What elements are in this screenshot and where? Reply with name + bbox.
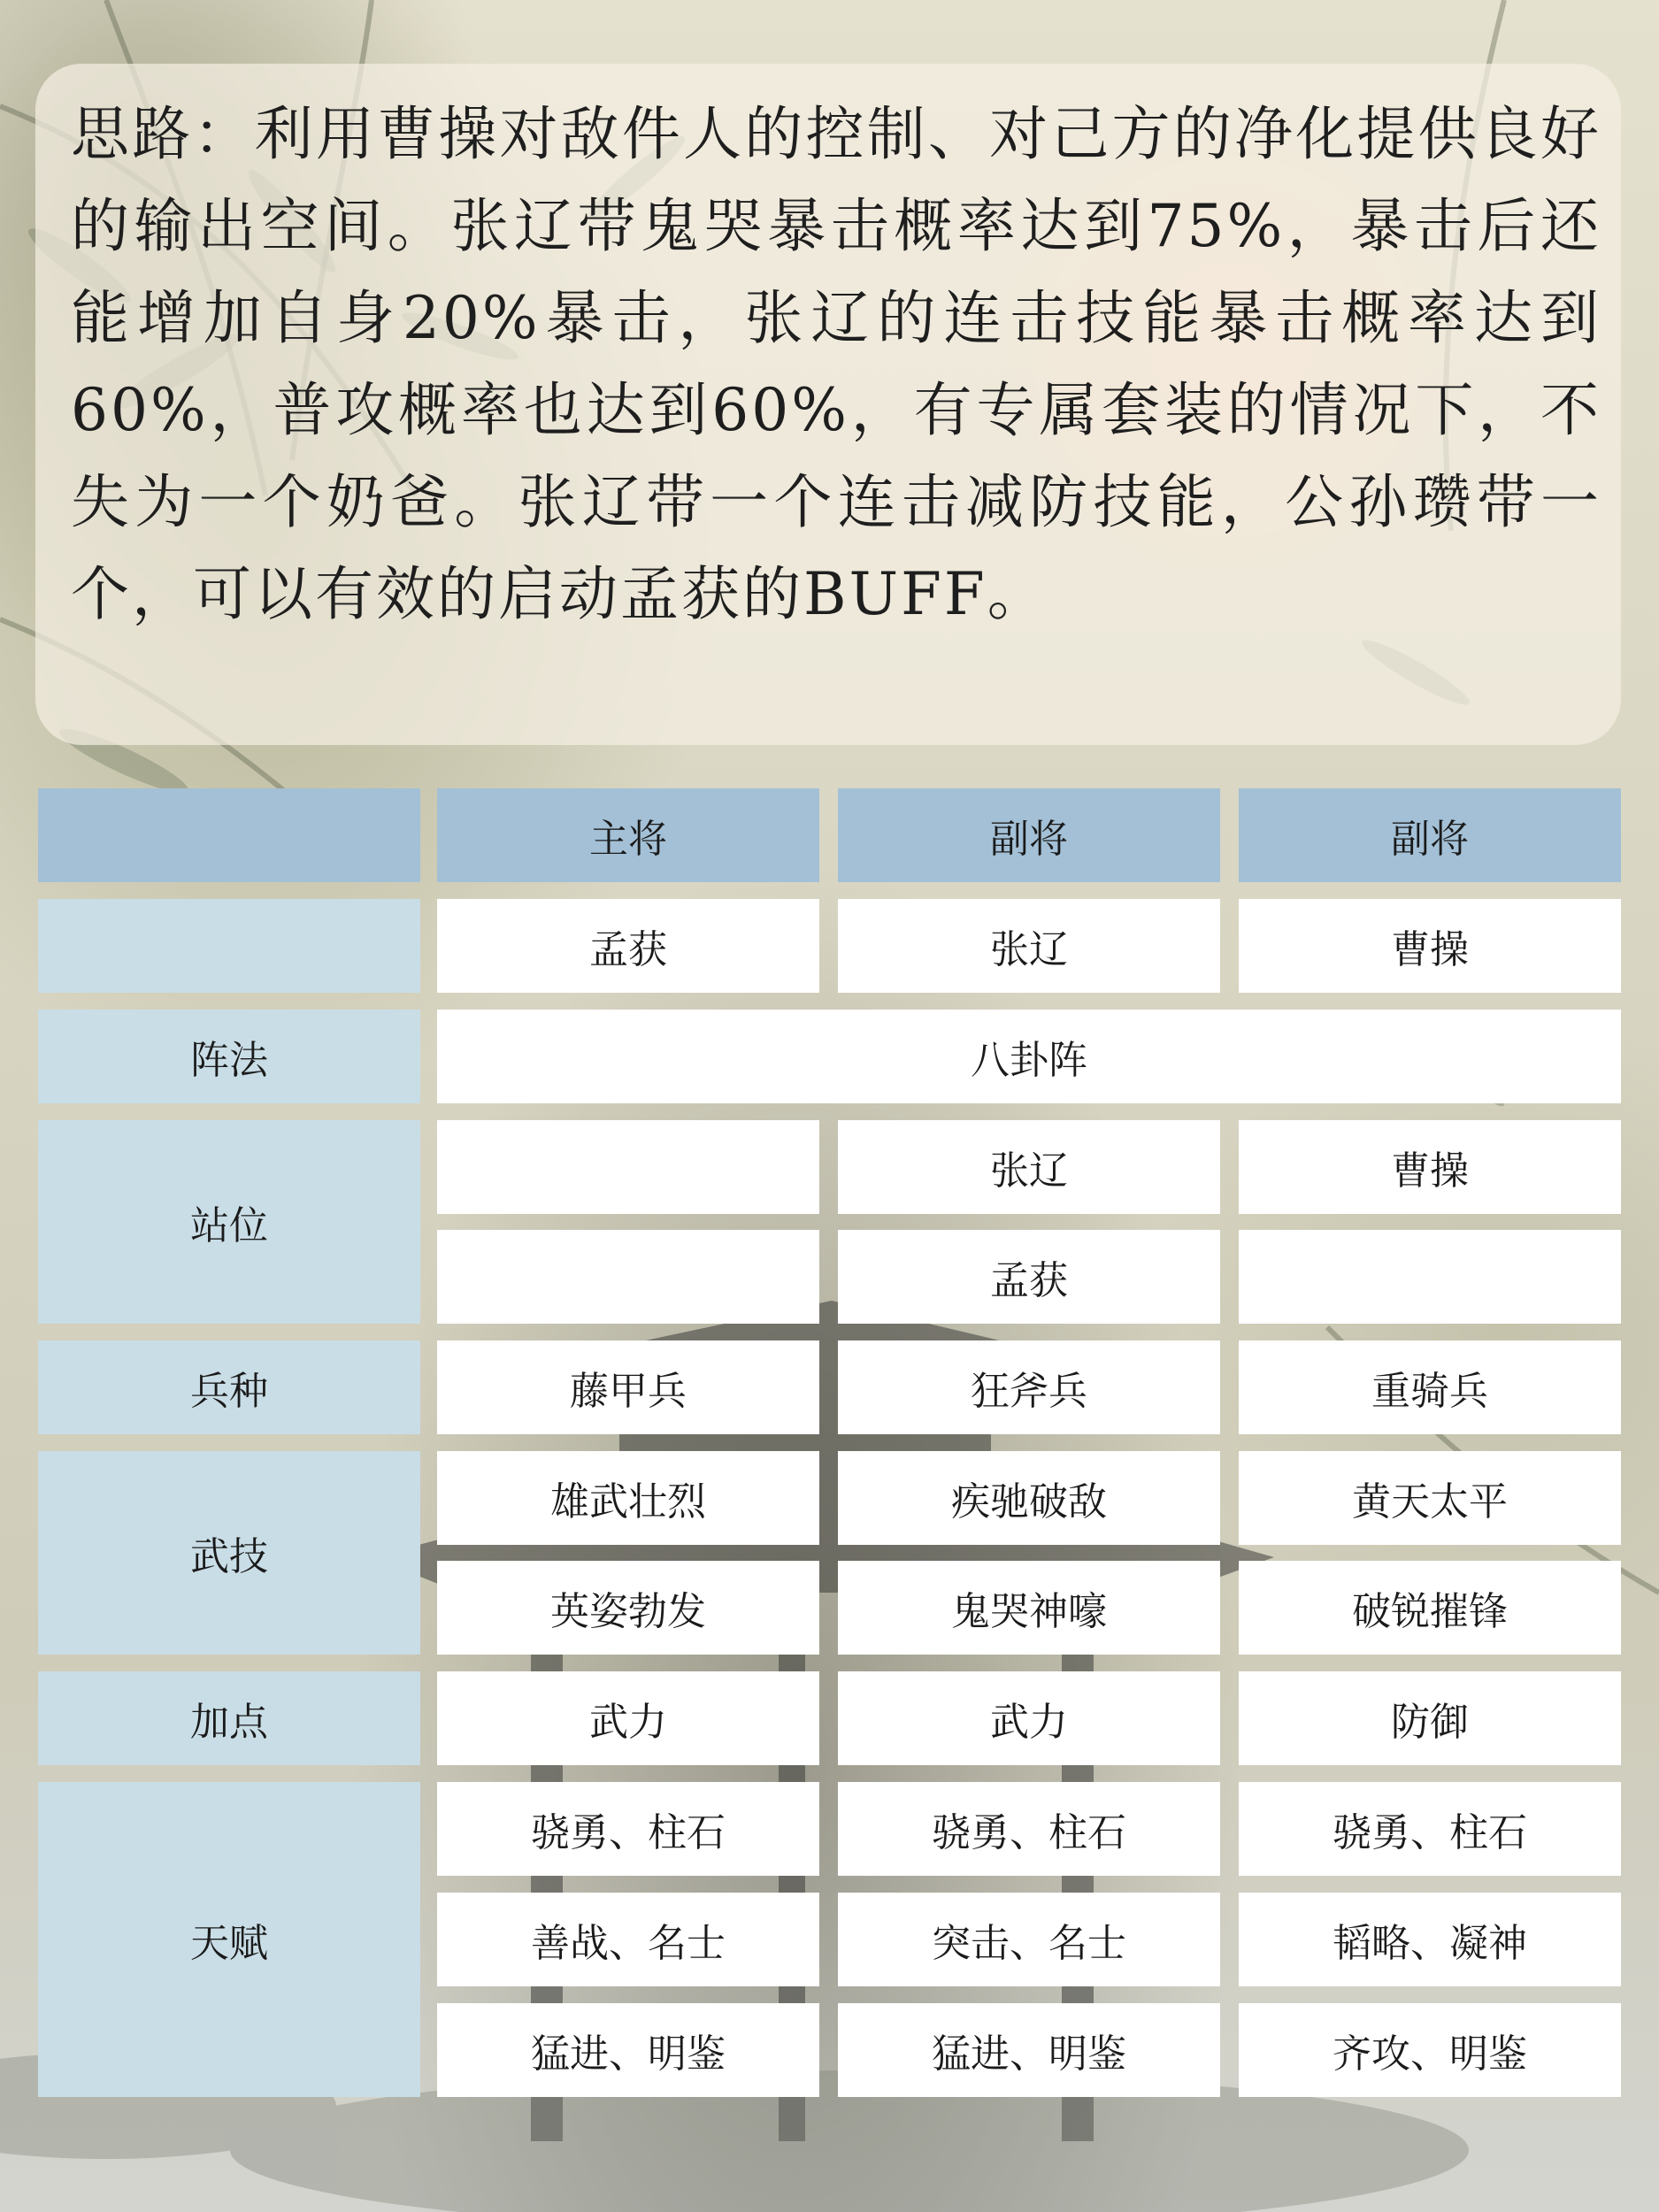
skills-label: 武技 bbox=[38, 1451, 420, 1655]
talents-r1-vice-2: 骁勇、柱石 bbox=[1239, 1782, 1621, 1876]
position-r1-vice-1: 张辽 bbox=[838, 1120, 1220, 1214]
talents-r3-main: 猛进、明鉴 bbox=[437, 2003, 819, 2097]
points-main: 武力 bbox=[437, 1671, 819, 1765]
position-label: 站位 bbox=[38, 1120, 420, 1324]
points-vice-2: 防御 bbox=[1239, 1671, 1621, 1765]
header-vice-general-1: 副将 bbox=[838, 788, 1220, 882]
troops-label: 兵种 bbox=[38, 1340, 420, 1434]
talents-r2-vice-2: 韬略、凝神 bbox=[1239, 1893, 1621, 1986]
skills-r1-vice-1: 疾驰破敌 bbox=[838, 1451, 1220, 1545]
description-text: 思路：利用曹操对敌件人的控制、对己方的净化提供良好的输出空间。张辽带鬼哭暴击概率达到75%，暴击后还能增加自身20%暴击，张辽的连击技能暴击概率达到60%，普攻概率也达到60%，有专属套装的情况下，不失为一个奶爸。张辽带一个连击减防技能，公孙瓒带一个，可以有效的启动孟获的BUFF。 bbox=[71, 100, 1601, 628]
skills-r2-main: 英姿勃发 bbox=[437, 1561, 819, 1655]
position-r1-vice-2: 曹操 bbox=[1239, 1120, 1621, 1214]
position-r2-vice-1: 孟获 bbox=[838, 1230, 1220, 1324]
position-r2-vice-2 bbox=[1239, 1230, 1621, 1324]
talents-r3-vice-1: 猛进、明鉴 bbox=[838, 2003, 1220, 2097]
skills-r1-vice-2: 黄天太平 bbox=[1239, 1451, 1621, 1545]
points-vice-1: 武力 bbox=[838, 1671, 1220, 1765]
points-label: 加点 bbox=[38, 1671, 420, 1765]
talents-r2-main: 善战、名士 bbox=[437, 1893, 819, 1986]
talents-r3-vice-2: 齐攻、明鉴 bbox=[1239, 2003, 1621, 2097]
skills-r2-vice-1: 鬼哭神嚎 bbox=[838, 1561, 1220, 1655]
talents-label: 天赋 bbox=[38, 1782, 420, 2097]
talents-r1-main: 骁勇、柱石 bbox=[437, 1782, 819, 1876]
talents-r2-vice-1: 突击、名士 bbox=[838, 1893, 1220, 1986]
general-main: 孟获 bbox=[437, 899, 819, 993]
header-main-general: 主将 bbox=[437, 788, 819, 882]
formation-label: 阵法 bbox=[38, 1010, 420, 1103]
skills-r2-vice-2: 破锐摧锋 bbox=[1239, 1561, 1621, 1655]
general-vice-2: 曹操 bbox=[1239, 899, 1621, 993]
troops-vice-1: 狂斧兵 bbox=[838, 1340, 1220, 1434]
general-vice-1: 张辽 bbox=[838, 899, 1220, 993]
talents-r1-vice-1: 骁勇、柱石 bbox=[838, 1782, 1220, 1876]
troops-main: 藤甲兵 bbox=[437, 1340, 819, 1434]
header-corner-cell bbox=[38, 788, 420, 882]
header-vice-general-2: 副将 bbox=[1239, 788, 1621, 882]
troops-vice-2: 重骑兵 bbox=[1239, 1340, 1621, 1434]
position-r2-main bbox=[437, 1230, 819, 1324]
generals-label-cell bbox=[38, 899, 420, 993]
position-r1-main bbox=[437, 1120, 819, 1214]
skills-r1-main: 雄武壮烈 bbox=[437, 1451, 819, 1545]
formation-value: 八卦阵 bbox=[437, 1010, 1621, 1103]
